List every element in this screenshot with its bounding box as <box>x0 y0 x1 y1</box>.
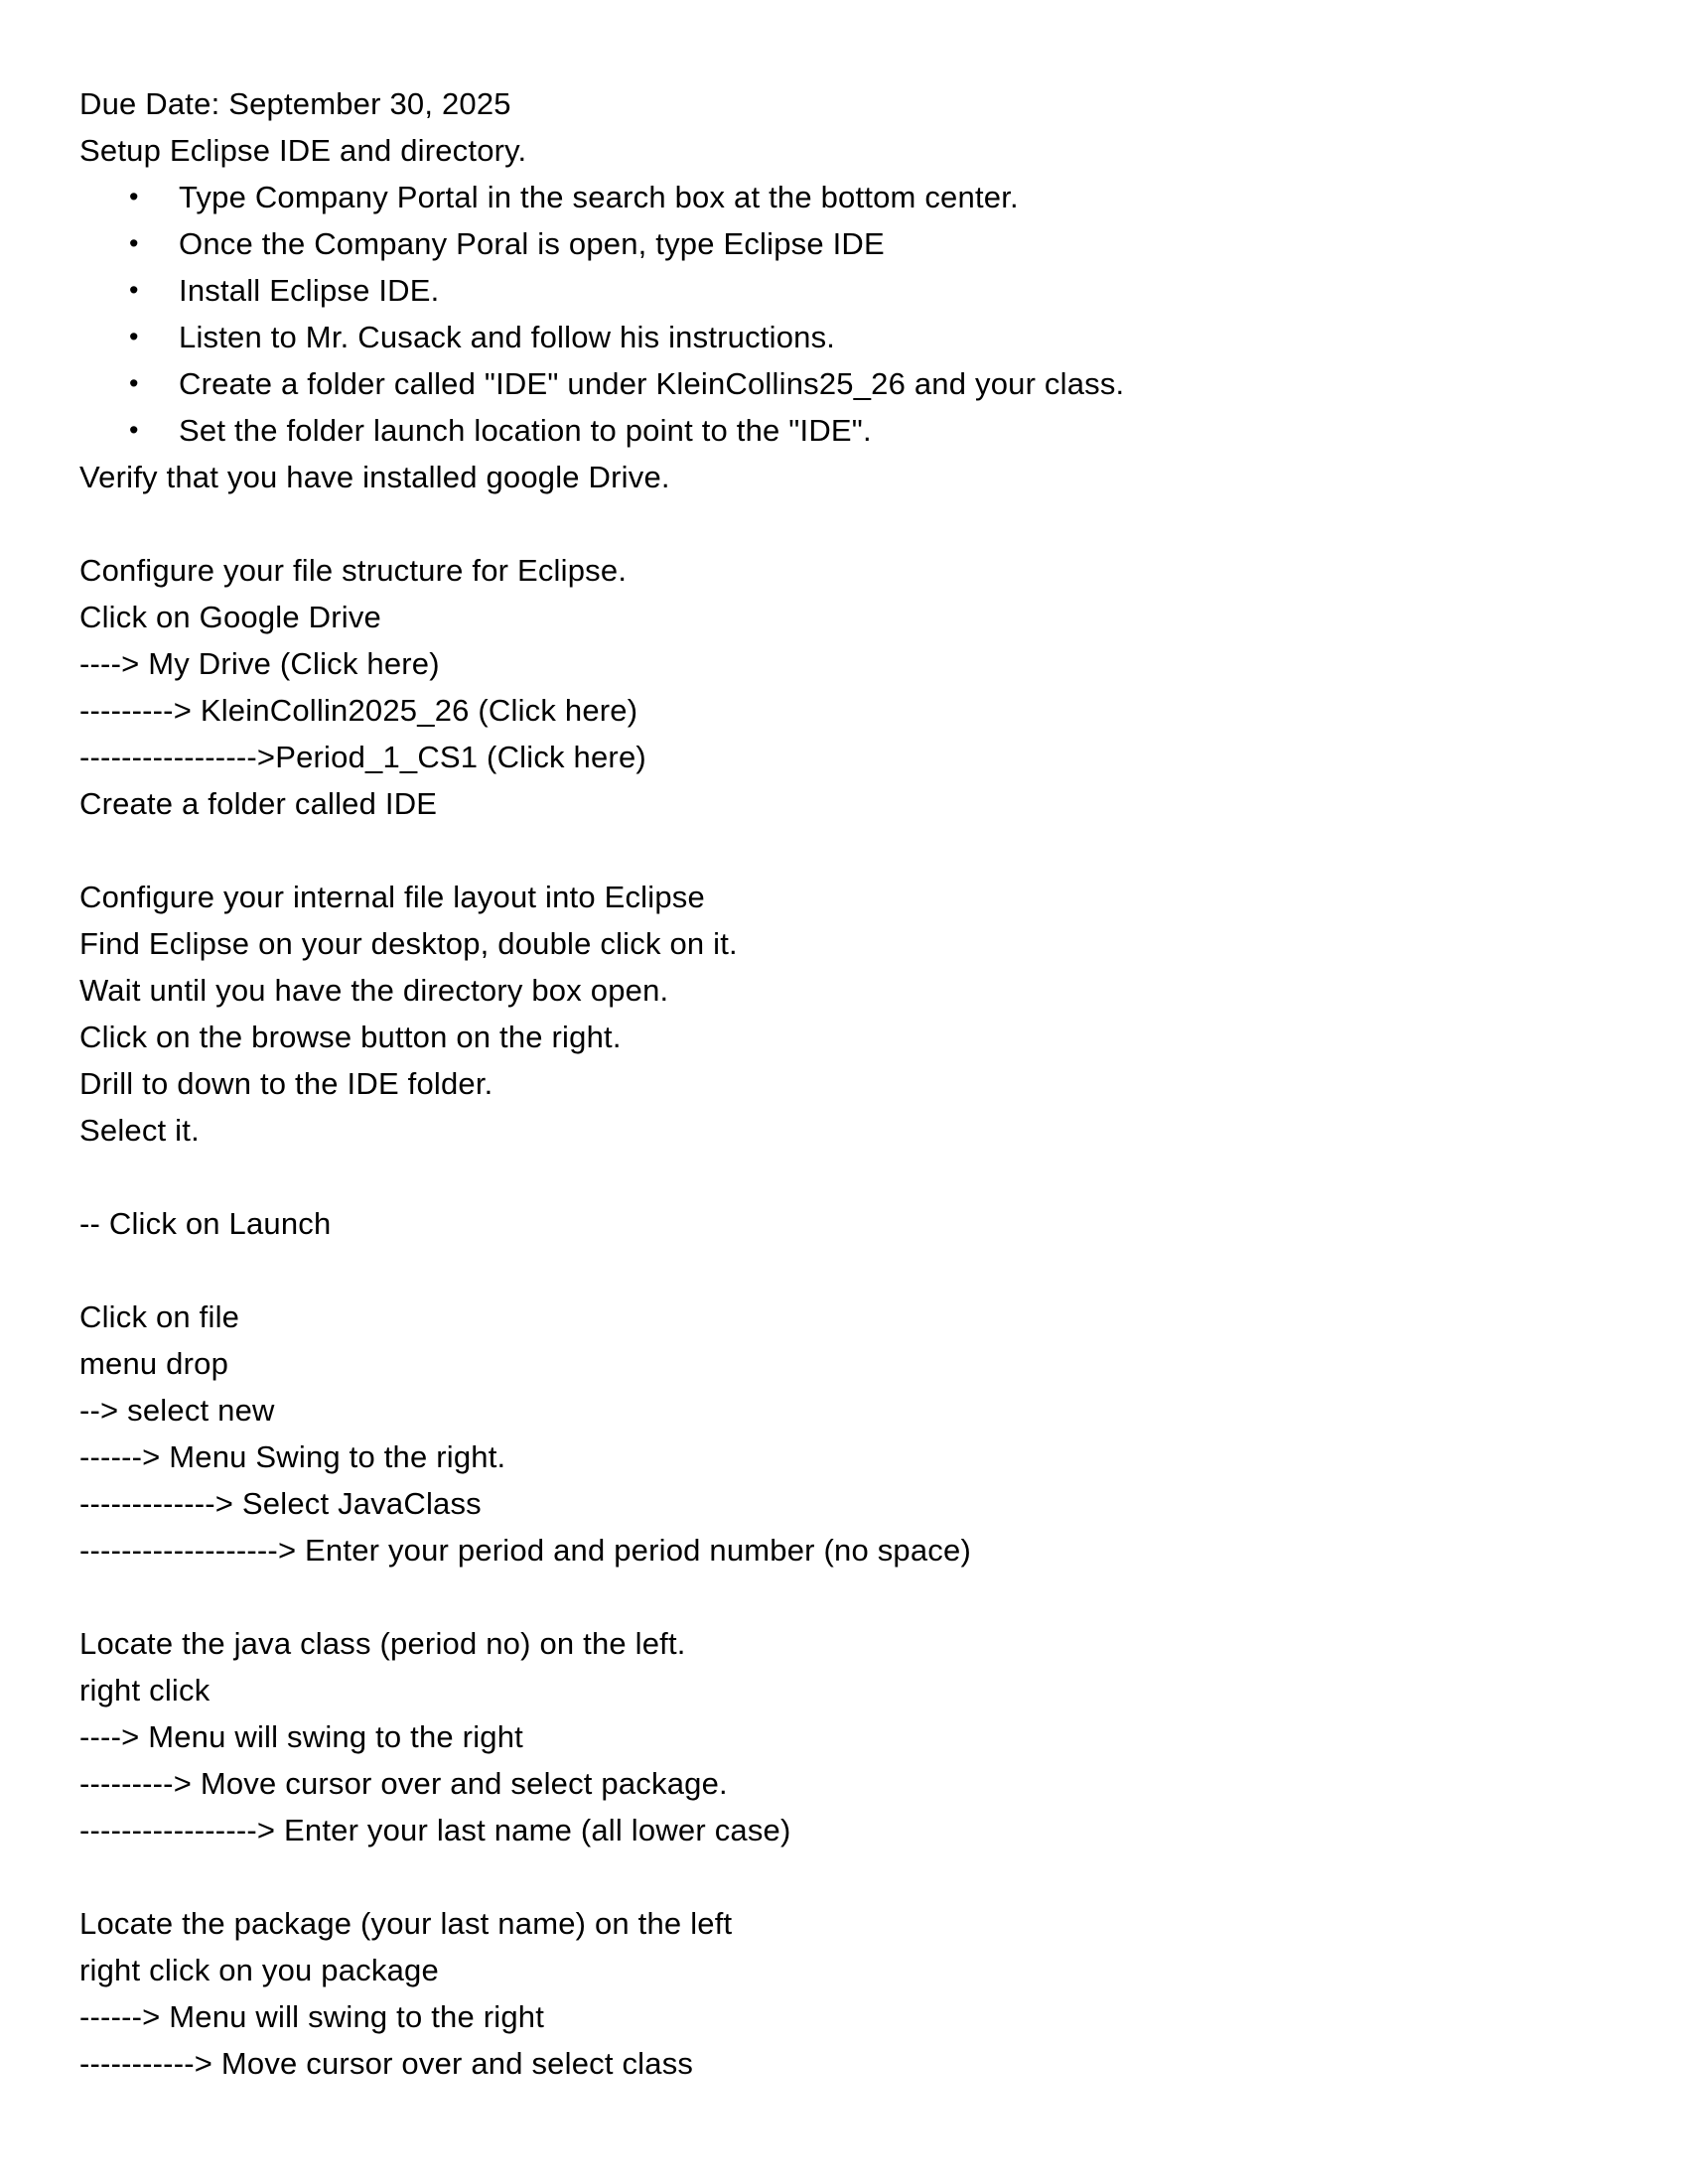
doc-line <box>79 967 1648 1014</box>
doc-line <box>79 780 1648 827</box>
bullet-list-item <box>79 174 1648 220</box>
doc-line <box>79 874 1648 920</box>
blank-line <box>79 500 1648 547</box>
doc-line-text: Find Eclipse on your desktop, double click on it. <box>79 926 738 961</box>
doc-line <box>79 1433 1648 1480</box>
doc-line <box>79 127 1648 174</box>
doc-line-text: --> select new <box>79 1393 275 1428</box>
doc-line-text: Create a folder called IDE <box>79 786 438 821</box>
blank-line <box>79 1247 1648 1294</box>
doc-line-text: Locate the java class (period no) on the left. <box>79 1626 686 1661</box>
doc-line-text: right click <box>79 1673 211 1707</box>
doc-line <box>79 1107 1648 1154</box>
doc-line <box>79 1014 1648 1060</box>
doc-line-text: Click on the browse button on the right. <box>79 1020 622 1054</box>
doc-line-text: Select it. <box>79 1113 200 1148</box>
doc-line-text: Type Company Portal in the search box at the bottom center. <box>179 180 1019 214</box>
doc-line <box>79 547 1648 594</box>
bullet-icon: • <box>129 368 139 398</box>
doc-line-text: Once the Company Poral is open, type Eclipse IDE <box>179 226 885 261</box>
doc-line-text: Create a folder called "IDE" under KleinCollins25_26 and your class. <box>179 366 1125 401</box>
doc-line <box>79 1294 1648 1340</box>
blank-line <box>79 1853 1648 1900</box>
doc-line-text: ----------------->Period_1_CS1 (Click here) <box>79 740 646 774</box>
bullet-list-item <box>79 314 1648 360</box>
doc-line <box>79 1060 1648 1107</box>
bullet-list-item <box>79 360 1648 407</box>
blank-line <box>79 1573 1648 1620</box>
doc-line-text: right click on you package <box>79 1953 439 1987</box>
doc-line <box>79 1620 1648 1667</box>
doc-line-text: Locate the package (your last name) on the left <box>79 1906 733 1941</box>
doc-line <box>79 1900 1648 1947</box>
doc-line-text: -------------> Select JavaClass <box>79 1486 482 1521</box>
doc-line <box>79 1527 1648 1573</box>
doc-line-text: Configure your internal file layout into Eclipse <box>79 880 705 914</box>
doc-line-text: ---------> KleinCollin2025_26 (Click here) <box>79 693 638 728</box>
doc-line <box>79 640 1648 687</box>
doc-line-text: Verify that you have installed google Drive. <box>79 460 670 494</box>
doc-line <box>79 687 1648 734</box>
doc-line-text: Set the folder launch location to point to the "IDE". <box>179 413 872 448</box>
bullet-icon: • <box>129 182 139 211</box>
bullet-icon: • <box>129 322 139 351</box>
doc-line <box>79 920 1648 967</box>
doc-line <box>79 454 1648 500</box>
doc-line-text: Setup Eclipse IDE and directory. <box>79 133 527 168</box>
bullet-list-item <box>79 267 1648 314</box>
doc-line-text: ------> Menu Swing to the right. <box>79 1439 506 1474</box>
doc-line-text: Configure your file structure for Eclipse. <box>79 553 628 588</box>
doc-line <box>79 1807 1648 1853</box>
doc-line-text: ----> My Drive (Click here) <box>79 646 440 681</box>
doc-line <box>79 1480 1648 1527</box>
doc-line-text: Click on file <box>79 1299 240 1334</box>
blank-line <box>79 827 1648 874</box>
doc-line-text: -----------------> Enter your last name (all lower case) <box>79 1813 791 1847</box>
doc-line-text: Wait until you have the directory box open. <box>79 973 669 1008</box>
doc-line-text: -----------> Move cursor over and select class <box>79 2046 694 2081</box>
blank-line <box>79 1154 1648 1200</box>
bullet-icon: • <box>129 275 139 305</box>
doc-line <box>79 1713 1648 1760</box>
doc-line-text: ----> Menu will swing to the right <box>79 1719 523 1754</box>
doc-line <box>79 1387 1648 1433</box>
doc-line-text: Click on Google Drive <box>79 600 381 634</box>
doc-line <box>79 80 1648 127</box>
doc-line <box>79 594 1648 640</box>
doc-line <box>79 1993 1648 2040</box>
doc-line <box>79 1947 1648 1993</box>
doc-line-text: Install Eclipse IDE. <box>179 273 440 308</box>
bullet-icon: • <box>129 415 139 445</box>
doc-line-text: Drill to down to the IDE folder. <box>79 1066 493 1101</box>
doc-line <box>79 1340 1648 1387</box>
bullet-list-item <box>79 220 1648 267</box>
bullet-list-item <box>79 407 1648 454</box>
doc-line <box>79 1667 1648 1713</box>
doc-line <box>79 1760 1648 1807</box>
bullet-icon: • <box>129 228 139 258</box>
doc-line-text: -- Click on Launch <box>79 1206 332 1241</box>
doc-line <box>79 1200 1648 1247</box>
document-content <box>79 80 1648 2087</box>
doc-line <box>79 2040 1648 2087</box>
doc-line-text: ---------> Move cursor over and select package. <box>79 1766 728 1801</box>
doc-line-text: Listen to Mr. Cusack and follow his instructions. <box>179 320 836 354</box>
doc-line <box>79 734 1648 780</box>
doc-line-text: -------------------> Enter your period and period number (no space) <box>79 1533 971 1568</box>
doc-line-text: Due Date: September 30, 2025 <box>79 86 511 121</box>
doc-line-text: ------> Menu will swing to the right <box>79 1999 545 2034</box>
doc-line-text: menu drop <box>79 1346 229 1381</box>
